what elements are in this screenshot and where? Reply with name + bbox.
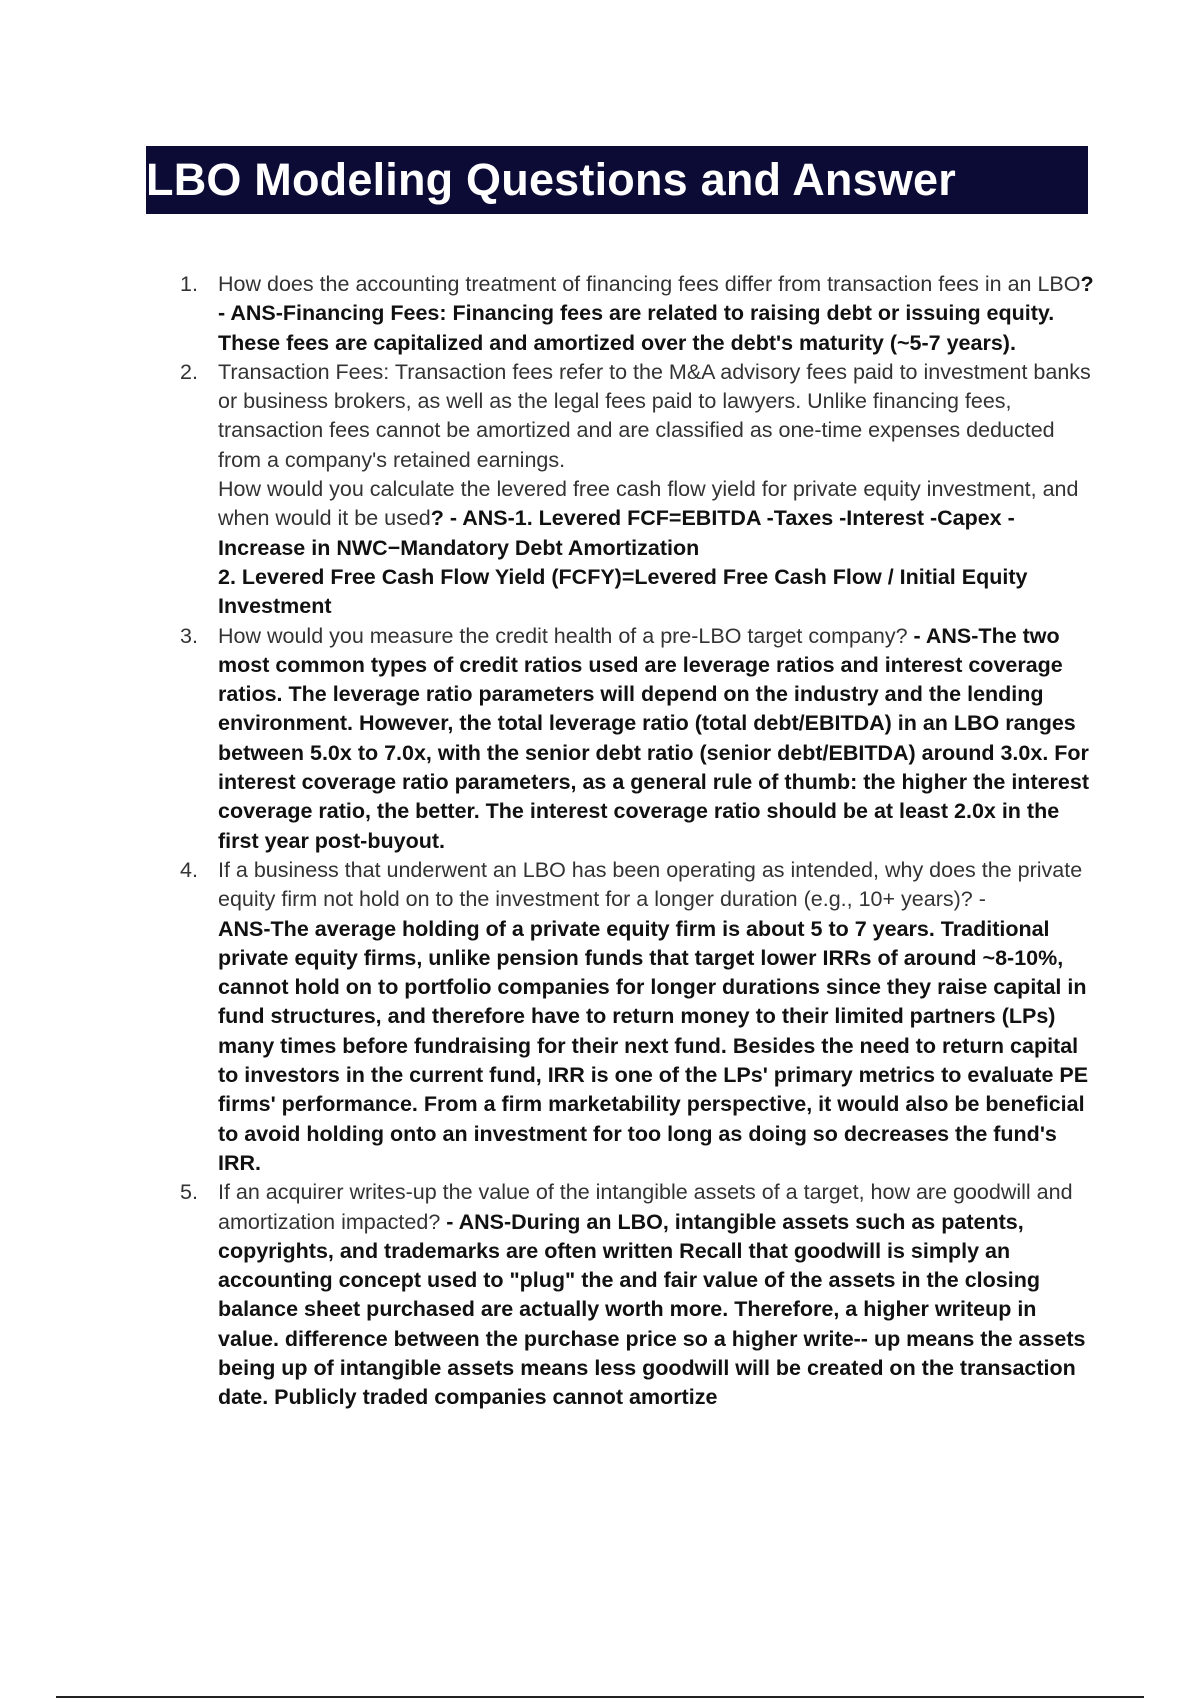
item-number: 3. [180, 623, 198, 648]
item-number: 4. [180, 857, 198, 882]
item-number: 2. [180, 359, 198, 384]
answer-text: - ANS-The two most common types of credit ratios used are leverage ratios and interest coverage ratios. The leverage ratio parameters will depend on the industry and the lending environment. However, the total leverage ratio (total debt/EBITDA) in an LBO ranges between 5.0x to 7.0x, with the senior debt ratio (senior debt/EBITDA) around 3.0x. For interest coverage ratio parameters, as a general rule of thumb: the higher the interest coverage ratio, the better. The interest coverage ratio should be at least 2.0x in the first year post-buyout. [218, 623, 1090, 853]
answer-text: ? - ANS-1. Levered FCF=EBITDA -Taxes -Interest -Capex -Increase in NWC−Mandatory Debt Amortization [218, 506, 1015, 560]
question-text: If an acquirer writes-up the value of the intangible assets of a target, how are goodwill and amortization impacted? [218, 1180, 1073, 1234]
qa-item-5 [180, 1178, 1098, 1412]
title-banner [146, 146, 1088, 214]
qa-item-3 [180, 622, 1098, 856]
question-text: How would you measure the credit health of a pre-LBO target company? [218, 623, 914, 648]
page-title: LBO Modeling Questions and Answer [146, 154, 956, 205]
qa-item-4 [180, 856, 1098, 1178]
item-number: 1. [180, 272, 198, 296]
answer-text-2: 2. Levered Free Cash Flow Yield (FCFY)=Levered Free Cash Flow / Initial Equity Investment [218, 564, 1028, 619]
footer-divider [56, 1696, 1144, 1698]
question-text: Transaction Fees: Transaction fees refer to the M&A advisory fees paid to investment banks or business brokers, as well as the legal fees paid to lawyers. Unlike financing fees, transaction fees cannot be amortized and are classified as one-time expenses deducted from a company's retained earnings. [218, 359, 1091, 472]
qa-list [180, 270, 1098, 1413]
question-text-2: How would you calculate the levered free cash flow yield for private equity investment, and when would it be used [218, 477, 1079, 531]
qa-item-1 [180, 270, 1098, 358]
answer-text: ? - ANS-Financing Fees: Financing fees are related to raising debt or issuing equity. These fees are capitalized and amortized over the debt's maturity (~5-7 years). [218, 272, 1094, 355]
question-text: How does the accounting treatment of financing fees differ from transaction fees in an LBO [218, 272, 1081, 296]
question-text: If a business that underwent an LBO has been operating as intended, why does the private equity firm not hold on to the investment for a longer duration (e.g., 10+ years)? - [218, 857, 1083, 912]
answer-text: ANS-The average holding of a private equity firm is about 5 to 7 years. Traditional private equity firms, unlike pension funds that target lower IRRs of around ~8-10%, cannot hold on to portfolio companies for longer durations since they raise capital in fund structures, and therefore have to return money to their limited partners (LPs) many times before fundraising for their next fund. Besides the need to return capital to investors in the current fund, IRR is one of the LPs' primary metrics to evaluate PE firms' performance. From a firm marketability perspective, it would also be beneficial to avoid holding onto an investment for too long as doing so decreases the fund's IRR. [218, 916, 1089, 1175]
answer-text: - ANS-During an LBO, intangible assets such as patents, copyrights, and trademarks are often written Recall that goodwill is simply an accounting concept used to "plug" the and fair value of the assets in the closing balance sheet purchased are actually worth more. Therefore, a higher writeup in value. difference between the purchase price so a higher write-- up means the assets being up of intangible assets means less goodwill will be created on the transaction date. Publicly traded companies cannot amortize [218, 1209, 1086, 1410]
qa-item-2 [180, 358, 1098, 622]
item-number: 5. [180, 1180, 198, 1205]
